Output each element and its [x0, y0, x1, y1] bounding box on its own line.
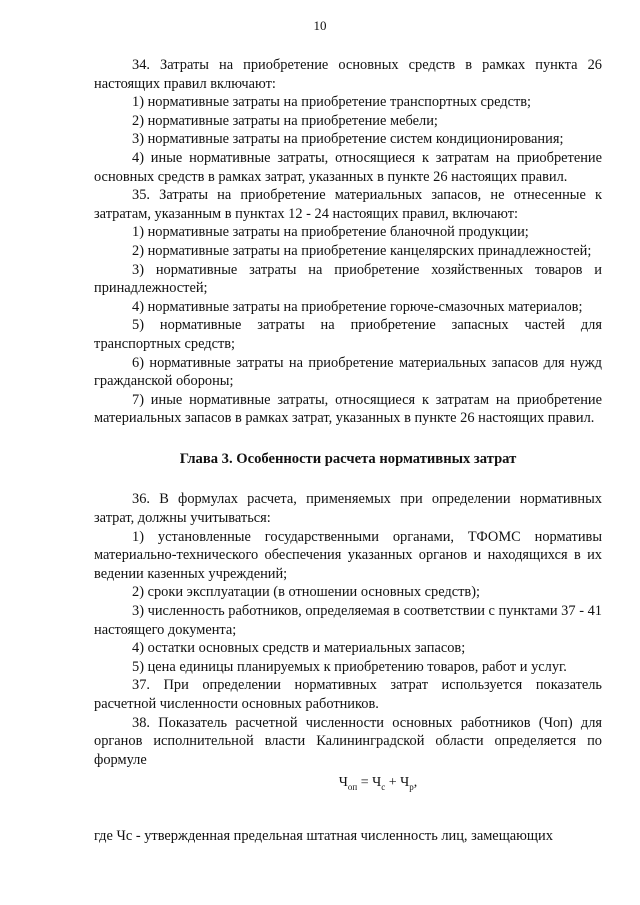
definition-line: где Чс - утвержденная предельная штатная численность лиц, замещающих — [94, 827, 553, 844]
list-item: 4) нормативные затраты на приобретение горюче-смазочных материалов; — [132, 298, 583, 315]
list-item: 3) численность работников, определяемая в соответствии с пунктами 37 - 41 настоящего документа; — [94, 603, 602, 638]
formula — [154, 774, 602, 796]
paragraph-35: 35. Затраты на приобретение материальных запасов, не отнесенные к затратам, указанным в пунктах 12 - 24 настоящих правил, включают: — [94, 187, 602, 222]
list-item: 2) нормативные затраты на приобретение канцелярских принадлежностей; — [132, 242, 592, 259]
list-item: 1) нормативные затраты на приобретение транспортных средств; — [132, 94, 532, 111]
list-item: 3) нормативные затраты на приобретение хозяйственных товаров и принадлежностей; — [94, 261, 602, 297]
formula-equals: = — [357, 775, 373, 791]
list-item: 2) нормативные затраты на приобретение мебели; — [132, 112, 438, 129]
formula-term-2-sub: р — [409, 782, 414, 793]
formula-end: , — [413, 775, 418, 791]
list-item: 5) цена единицы планируемых к приобретению товаров, работ и услуг. — [132, 658, 567, 675]
formula-lhs: Ч — [338, 775, 348, 791]
paragraph-38: 38. Показатель расчетной численности основных работников (Чоп) для органов исполнительной власти Калининградской области определяется по формуле — [94, 714, 602, 768]
list-item: 5) нормативные затраты на приобретение запасных частей для транспортных средств; — [94, 317, 602, 352]
list-item: 1) нормативные затраты на приобретение бланочной продукции; — [132, 224, 529, 241]
list-item: 4) остатки основных средств и материальных запасов; — [132, 640, 466, 657]
page-number: 10 — [313, 18, 327, 33]
list-item: 6) нормативные затраты на приобретение материальных запасов для нужд гражданской обороны; — [94, 354, 602, 390]
chapter-heading: Глава 3. Особенности расчета нормативных затрат — [179, 450, 517, 467]
formula-lhs-sub: оп — [347, 782, 358, 793]
list-item: 3) нормативные затраты на приобретение систем кондиционирования; — [132, 131, 564, 148]
formula-term-1-sub: с — [381, 782, 386, 793]
list-item: 2) сроки эксплуатации (в отношении основных средств); — [132, 584, 481, 601]
list-item: 1) установленные государственными органами, ТФОМС нормативы материально-технического обеспечения указанных органов и находящихся в их ведении казенных учреждений; — [94, 528, 602, 582]
list-item: 4) иные нормативные затраты, относящиеся к затратам на приобретение основных средств в рамках затрат, указанных в пункте 26 настоящих правил. — [94, 149, 602, 185]
formula-term-2: Ч — [400, 775, 410, 791]
paragraph-36: 36. В формулах расчета, применяемых при определении нормативных затрат, должны учитываться: — [94, 491, 602, 527]
list-item: 7) иные нормативные затраты, относящиеся к затратам на приобретение материальных запасов в рамках затрат, указанных в пункте 26 настоящих правил. — [94, 391, 602, 427]
formula-plus: + — [385, 775, 401, 791]
document-body — [94, 56, 602, 845]
paragraph-37: 37. При определении нормативных затрат используется показатель расчетной численности основных работников. — [94, 677, 602, 712]
formula-term-1: Ч — [372, 775, 382, 791]
paragraph-34: 34. Затраты на приобретение основных средств в рамках пункта 26 настоящих правил включают: — [94, 57, 602, 92]
